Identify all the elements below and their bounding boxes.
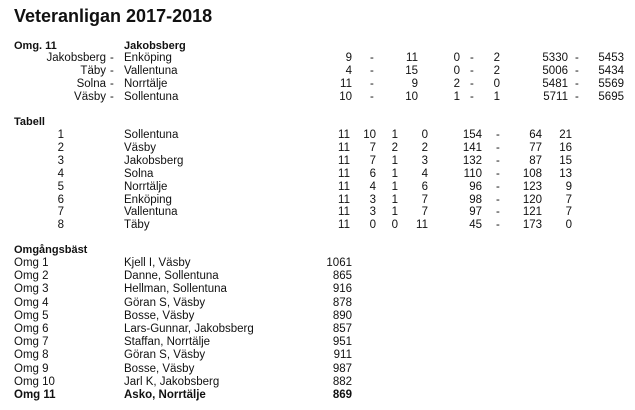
player-name: Göran S, Väsby [124,296,206,309]
games-against: 64 [529,129,542,141]
player-name: Bosse, Väsby [124,309,195,322]
games-against: 77 [529,141,542,154]
player-name: Hellman, Sollentuna [124,283,227,296]
round-name: Omg 6 [14,323,49,335]
round-name: Omg 7 [14,336,49,349]
played: 11 [338,129,350,141]
list-item [0,257,635,270]
score-away: 5434 [598,65,624,77]
position: 6 [57,193,64,206]
lost: 3 [421,154,428,167]
score-away: 5453 [598,52,624,64]
games-dash: - [496,129,500,141]
team-name: Enköping [124,193,172,206]
table-row [0,142,635,155]
away-team: Enköping [124,52,172,64]
played: 11 [338,167,350,180]
lost: 11 [416,219,428,232]
played: 11 [338,193,350,206]
score-home: 5711 [543,91,568,103]
list-item [0,310,635,323]
player-name: Göran S, Väsby [124,349,206,362]
points: 9 [565,180,572,193]
games-for: 96 [469,180,482,193]
team-name: Täby [124,219,150,232]
games-home: 9 [345,52,352,64]
games-dash: - [496,193,500,206]
team-name: Norrtälje [124,180,168,193]
match-row [0,91,635,104]
points: 0 [565,219,572,232]
round-label: Omg. 11 [14,40,57,52]
team-name: Jakobsberg [124,154,184,167]
player-name: Staffan, Norrtälje [124,336,211,349]
round-name: Omg 4 [14,296,49,309]
player-score: 1061 [326,257,352,269]
score-dash: - [575,91,579,103]
player-score: 916 [332,283,352,296]
player-name: Lars-Gunnar, Jakobsberg [124,323,254,335]
table-row [0,194,635,207]
standings-label: Tabell [14,116,45,128]
won: 7 [369,154,376,167]
points-away: 0 [493,78,500,90]
position: 7 [57,206,64,219]
points-dash: - [470,65,474,77]
player-score: 865 [332,270,352,283]
drawn: 2 [391,141,398,154]
table-row [0,129,635,142]
lost: 7 [421,193,428,206]
points-dash: - [470,91,474,103]
games-for: 98 [469,193,482,206]
table-row [0,181,635,194]
table-row [0,219,635,232]
drawn: 1 [391,129,398,141]
player-name: Asko, Norrtälje [124,389,206,401]
lost: 7 [421,206,428,219]
score-home: 5006 [542,65,568,77]
games-for: 45 [469,219,482,232]
points-home: 0 [453,52,460,64]
home-team: Väsby [74,91,106,103]
match-dash: - [110,52,114,64]
round-name: Omg 10 [14,375,55,388]
score-dash: - [575,52,579,64]
games-for: 141 [462,141,482,154]
round-name: Omg 9 [14,362,49,375]
list-item [0,349,635,362]
team-name: Väsby [124,141,156,154]
player-score: 951 [332,336,352,349]
games-dash: - [370,78,374,90]
games-against: 121 [522,206,542,219]
won: 10 [363,129,376,141]
home-team: Solna [76,78,106,90]
away-team: Sollentuna [124,91,179,103]
list-item [0,336,635,349]
position: 4 [57,167,64,180]
player-score: 890 [332,309,352,322]
games-dash: - [370,65,374,77]
drawn: 1 [391,154,398,167]
played: 11 [338,219,350,232]
team-name: Vallentuna [124,206,178,219]
games-against: 120 [522,193,542,206]
round-name: Omg 11 [14,389,56,401]
points-dash: - [470,52,474,64]
match-row [0,52,635,65]
player-name: Danne, Sollentuna [124,270,219,283]
score-home: 5481 [542,78,568,90]
player-score: 878 [332,296,352,309]
round-name: Omg 5 [14,309,49,322]
points-away: 2 [493,52,500,64]
games-dash: - [496,219,500,232]
points: 15 [559,154,572,167]
drawn: 1 [391,167,398,180]
round-name: Omg 3 [14,283,49,296]
won: 3 [369,206,376,219]
position: 8 [57,219,64,232]
match-row [0,65,635,78]
lost: 4 [421,167,428,180]
best-label: Omgångsbäst [14,244,88,256]
drawn: 1 [391,193,398,206]
won: 3 [369,193,376,206]
lost: 0 [421,129,428,141]
player-score: 987 [332,362,352,375]
list-item [0,363,635,376]
position: 5 [57,180,64,193]
won: 7 [369,141,376,154]
list-item [0,270,635,283]
score-home: 5330 [542,52,568,64]
played: 11 [338,141,350,154]
points-away: 1 [493,91,500,103]
games-dash: - [496,206,500,219]
games-dash: - [496,180,500,193]
page-title: Veteranligan 2017-2018 [14,6,213,26]
player-name: Jarl K, Jakobsberg [124,375,220,388]
points: 7 [565,206,572,219]
round-name: Omg 1 [14,257,49,269]
player-score: 882 [332,375,352,388]
played: 11 [338,206,350,219]
home-team: Jakobsberg [46,52,106,64]
games-dash: - [370,91,374,103]
player-score: 911 [333,349,352,362]
player-name: Kjell I, Väsby [124,257,191,269]
games-home: 11 [340,78,352,90]
games-dash: - [496,154,500,167]
games-away: 10 [405,91,418,103]
games-against: 123 [522,180,542,193]
games-away: 9 [411,78,418,90]
games-dash: - [496,167,500,180]
team-name: Sollentuna [124,129,179,141]
points: 21 [559,129,572,141]
player-name: Bosse, Väsby [124,362,195,375]
won: 4 [369,180,376,193]
games-away: 15 [405,65,418,77]
games-home: 4 [345,65,352,77]
games-against: 108 [522,167,542,180]
points: 16 [559,141,572,154]
position: 2 [57,141,64,154]
table-row [0,168,635,181]
lost: 6 [421,180,428,193]
games-for: 154 [462,129,482,141]
match-row [0,78,635,91]
games-for: 110 [463,167,482,180]
drawn: 1 [391,206,398,219]
points-dash: - [470,78,474,90]
player-score: 857 [332,323,352,335]
games-against: 173 [522,219,542,232]
list-item [0,389,635,402]
list-item [0,283,635,296]
position: 1 [57,129,64,141]
away-team: Vallentuna [124,65,178,77]
away-team: Norrtälje [124,78,168,90]
round-name: Omg 8 [14,349,49,362]
table-row [0,155,635,168]
games-for: 97 [469,206,482,219]
points: 7 [565,193,572,206]
played: 11 [338,180,350,193]
drawn: 0 [391,219,398,232]
played: 11 [338,154,350,167]
round-venue: Jakobsberg [124,40,186,52]
match-dash: - [110,78,114,90]
home-team: Täby [80,65,106,77]
won: 6 [369,167,376,180]
won: 0 [369,219,376,232]
points-home: 1 [453,91,460,103]
list-item [0,323,635,336]
lost: 2 [421,141,428,154]
games-for: 132 [462,154,482,167]
score-dash: - [575,65,579,77]
games-dash: - [496,141,500,154]
games-home: 10 [339,91,352,103]
points-away: 2 [493,65,500,77]
match-dash: - [110,65,114,77]
team-name: Solna [124,167,154,180]
games-against: 87 [529,154,542,167]
round-name: Omg 2 [14,270,49,283]
score-away: 5569 [598,78,624,90]
table-row [0,206,635,219]
list-item [0,376,635,389]
drawn: 1 [391,180,398,193]
list-item [0,297,635,310]
points-home: 2 [453,78,460,90]
position: 3 [57,154,64,167]
points: 13 [559,167,572,180]
games-dash: - [370,52,374,64]
points-home: 0 [453,65,460,77]
match-dash: - [110,91,114,103]
score-dash: - [575,78,579,90]
score-away: 5695 [598,91,624,103]
games-away: 11 [406,52,418,64]
player-score: 869 [332,389,352,401]
